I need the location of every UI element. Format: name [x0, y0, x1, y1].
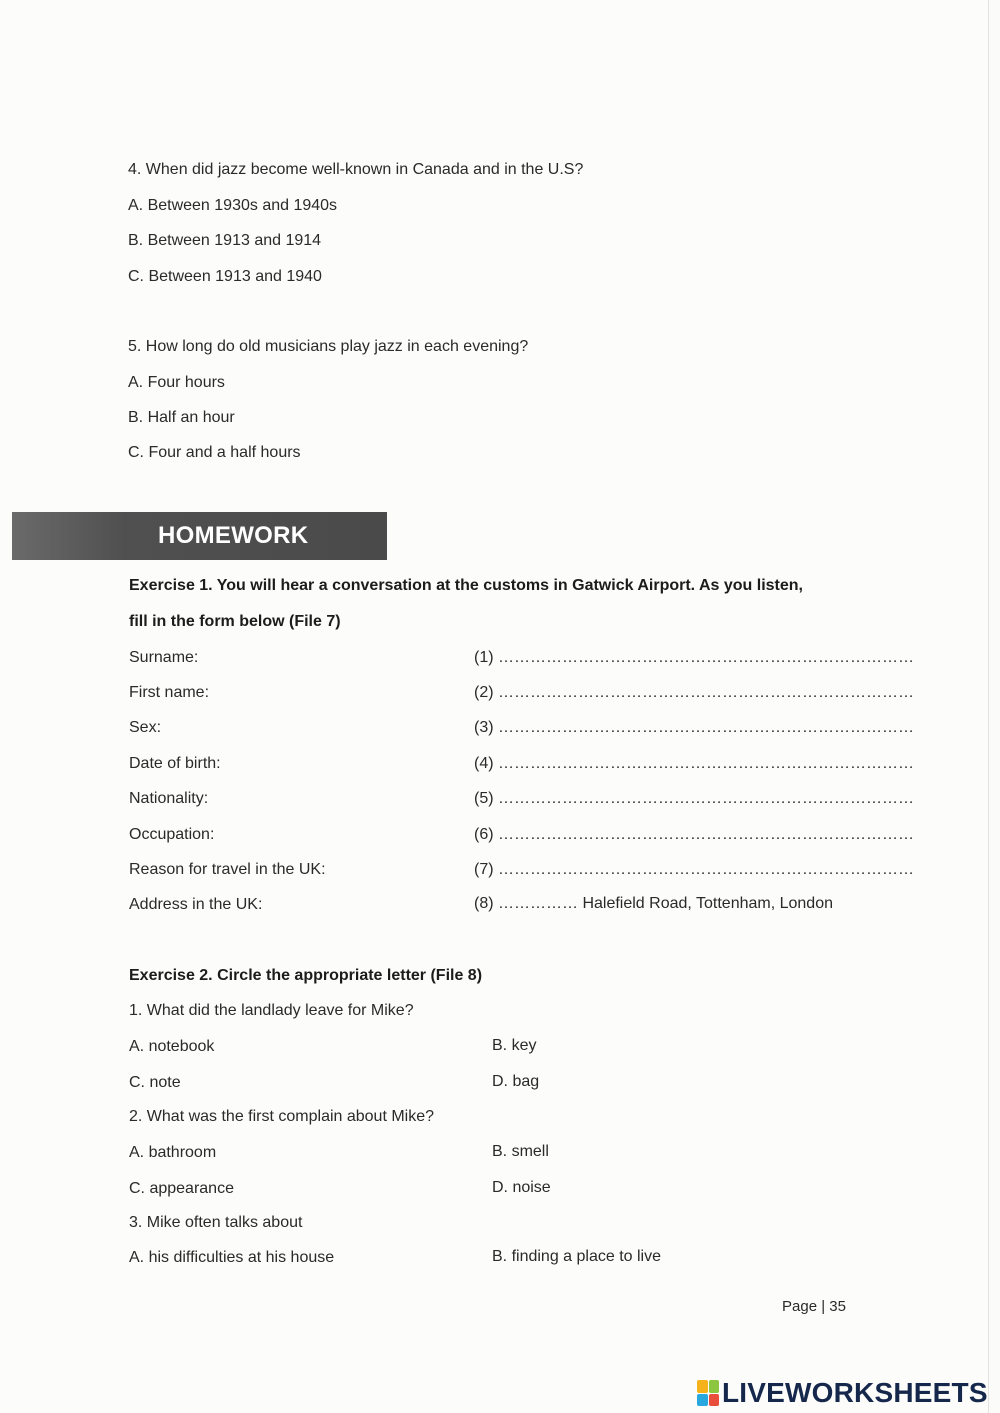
- homework-banner: [12, 512, 387, 560]
- ex2-q2-option-a[interactable]: A. bathroom: [129, 1144, 217, 1161]
- ex2-question-3: 3. Mike often talks about: [129, 1214, 303, 1231]
- ex2-q1-option-a[interactable]: A. notebook: [129, 1038, 215, 1055]
- q4-option-c[interactable]: C. Between 1913 and 1940: [128, 268, 322, 285]
- page-number: Page | 35: [782, 1298, 846, 1315]
- q5-option-a[interactable]: A. Four hours: [128, 374, 225, 391]
- form-label-nationality: Nationality:: [129, 790, 209, 807]
- ex2-question-2: 2. What was the first complain about Mike?: [129, 1108, 435, 1125]
- ex2-q2-option-b[interactable]: B. smell: [492, 1143, 549, 1160]
- ex2-q1-option-d[interactable]: D. bag: [492, 1073, 540, 1090]
- form-label-first-name: First name:: [129, 684, 210, 701]
- ex2-question-1: 1. What did the landlady leave for Mike?: [129, 1002, 414, 1019]
- exercise-2-title: Exercise 2. Circle the appropriate letter (File 8): [129, 967, 483, 984]
- ex2-q1-option-b[interactable]: B. key: [492, 1037, 537, 1054]
- exercise-1-title-line1: Exercise 1. You will hear a conversation at the customs in Gatwick Airport. As you listen,: [129, 577, 803, 594]
- q4-option-a[interactable]: A. Between 1930s and 1940s: [128, 197, 338, 214]
- ex2-q2-option-d[interactable]: D. noise: [492, 1179, 551, 1196]
- form-blank-occupation[interactable]: (6) ……………………………………………………………………: [474, 826, 914, 843]
- ex2-q3-option-b[interactable]: B. finding a place to live: [492, 1248, 661, 1265]
- form-label-reason-for-travel: Reason for travel in the UK:: [129, 861, 326, 878]
- form-blank-surname[interactable]: (1) ……………………………………………………………………: [474, 649, 914, 666]
- q5-option-c[interactable]: C. Four and a half hours: [128, 444, 301, 461]
- form-blank-reason-for-travel[interactable]: (7) ……………………………………………………………………: [474, 861, 914, 878]
- form-label-address: Address in the UK:: [129, 896, 263, 913]
- form-blank-nationality[interactable]: (5) ……………………………………………………………………: [474, 790, 914, 807]
- form-blank-first-name[interactable]: (2) ……………………………………………………………………: [474, 684, 914, 701]
- form-label-date-of-birth: Date of birth:: [129, 755, 221, 772]
- form-blank-address[interactable]: (8) …………… Halefield Road, Tottenham, London: [474, 895, 833, 912]
- liveworksheets-logo: [697, 1376, 988, 1410]
- form-label-sex: Sex:: [129, 719, 162, 736]
- form-label-surname: Surname:: [129, 649, 199, 666]
- ex2-q2-option-c[interactable]: C. appearance: [129, 1180, 234, 1197]
- ex2-q3-option-a[interactable]: A. his difficulties at his house: [129, 1249, 335, 1266]
- form-blank-sex[interactable]: (3) ……………………………………………………………………: [474, 719, 914, 736]
- q5-option-b[interactable]: B. Half an hour: [128, 409, 235, 426]
- question-4: 4. When did jazz become well-known in Canada and in the U.S?: [128, 161, 584, 178]
- question-5: 5. How long do old musicians play jazz in each evening?: [128, 338, 529, 355]
- q4-option-b[interactable]: B. Between 1913 and 1914: [128, 232, 322, 249]
- homework-heading: HOMEWORK: [158, 522, 309, 549]
- exercise-1-title-line2: fill in the form below (File 7): [129, 613, 341, 630]
- liveworksheets-logo-icon: [697, 1380, 719, 1406]
- form-blank-date-of-birth[interactable]: (4) ……………………………………………………………………: [474, 755, 914, 772]
- liveworksheets-logo-text: LIVEWORKSHEETS: [722, 1377, 988, 1408]
- ex2-q1-option-c[interactable]: C. note: [129, 1074, 181, 1091]
- form-label-occupation: Occupation:: [129, 826, 215, 843]
